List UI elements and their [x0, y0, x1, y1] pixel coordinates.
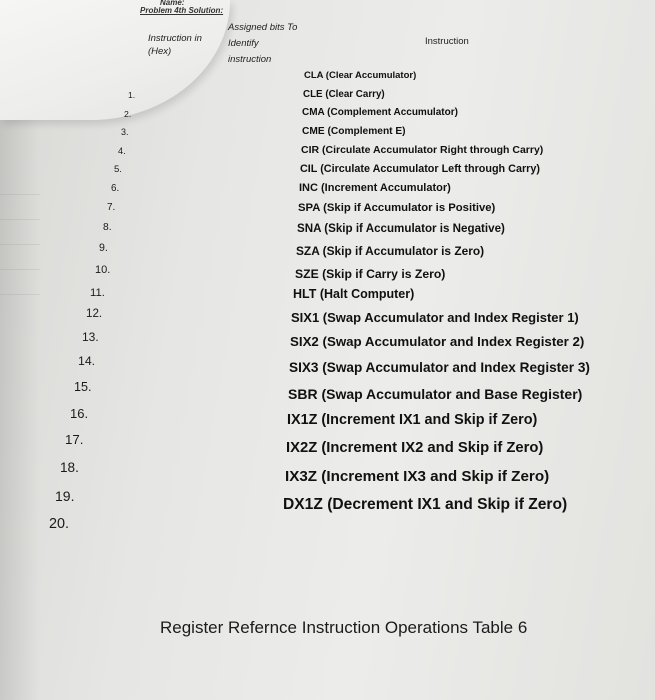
row-number: 4.	[118, 146, 126, 156]
column-header-assigned-bits: Assigned bits To Identify instruction	[228, 22, 298, 65]
instruction-name: SIX1 (Swap Accumulator and Index Register 1)	[291, 310, 579, 325]
instruction-name: SIX2 (Swap Accumulator and Index Register 2)	[290, 334, 585, 349]
column-header-instruction: Instruction	[425, 36, 469, 47]
problem-label: Problem 4th Solution:	[140, 6, 224, 15]
row-number: 14.	[78, 354, 96, 368]
instruction-name: CLE (Clear Carry)	[303, 89, 385, 100]
row-number: 19.	[55, 488, 75, 504]
row-number: 2.	[124, 109, 132, 119]
instruction-name: DX1Z (Decrement IX1 and Skip if Zero)	[283, 496, 568, 513]
instruction-name: CMA (Complement Accumulator)	[302, 107, 458, 118]
row-number: 3.	[121, 127, 129, 137]
row-number: 17.	[65, 432, 84, 447]
row-number: 6.	[111, 183, 120, 194]
name-label: Name:	[160, 0, 185, 7]
instruction-name: IX1Z (Increment IX1 and Skip if Zero)	[287, 412, 538, 428]
instruction-name: SZA (Skip if Accumulator is Zero)	[296, 244, 485, 258]
column-header-instruction-hex: Instruction in (Hex)	[148, 33, 202, 57]
instruction-name: SPA (Skip if Accumulator is Positive)	[298, 202, 496, 214]
instruction-name: CIR (Circulate Accumulator Right through Carry)	[301, 144, 544, 156]
row-number: 20.	[49, 516, 70, 532]
instruction-name: CME (Complement E)	[302, 126, 406, 137]
table-caption: Register Refernce Instruction Operations Table 6	[160, 618, 528, 637]
row-number: 15.	[74, 380, 92, 394]
instruction-name: SZE (Skip if Carry is Zero)	[295, 267, 446, 281]
background-notebook-lines	[0, 170, 40, 300]
row-number: 7.	[107, 202, 116, 213]
row-number: 16.	[70, 406, 89, 421]
row-number: 12.	[86, 307, 103, 320]
row-number: 18.	[60, 460, 79, 475]
instruction-name: IX2Z (Increment IX2 and Skip if Zero)	[286, 440, 544, 456]
row-number: 1.	[128, 90, 136, 100]
instruction-name: CLA (Clear Accumulator)	[304, 70, 417, 81]
row-number: 11.	[90, 287, 105, 299]
instruction-name: SBR (Swap Accumulator and Base Register)	[288, 386, 583, 402]
instruction-name: CIL (Circulate Accumulator Left through Carry)	[300, 163, 540, 175]
instruction-name: INC (Increment Accumulator)	[299, 182, 451, 194]
instruction-name: SNA (Skip if Accumulator is Negative)	[297, 222, 505, 235]
instruction-name: HLT (Halt Computer)	[293, 287, 415, 301]
row-number: 5.	[114, 164, 122, 175]
instruction-name: IX3Z (Increment IX3 and Skip if Zero)	[285, 468, 550, 485]
row-number: 13.	[82, 330, 99, 344]
row-number: 10.	[95, 264, 111, 276]
row-number: 9.	[99, 242, 108, 254]
row-number: 8.	[103, 222, 112, 233]
instruction-name: SIX3 (Swap Accumulator and Index Register 3)	[289, 360, 590, 375]
